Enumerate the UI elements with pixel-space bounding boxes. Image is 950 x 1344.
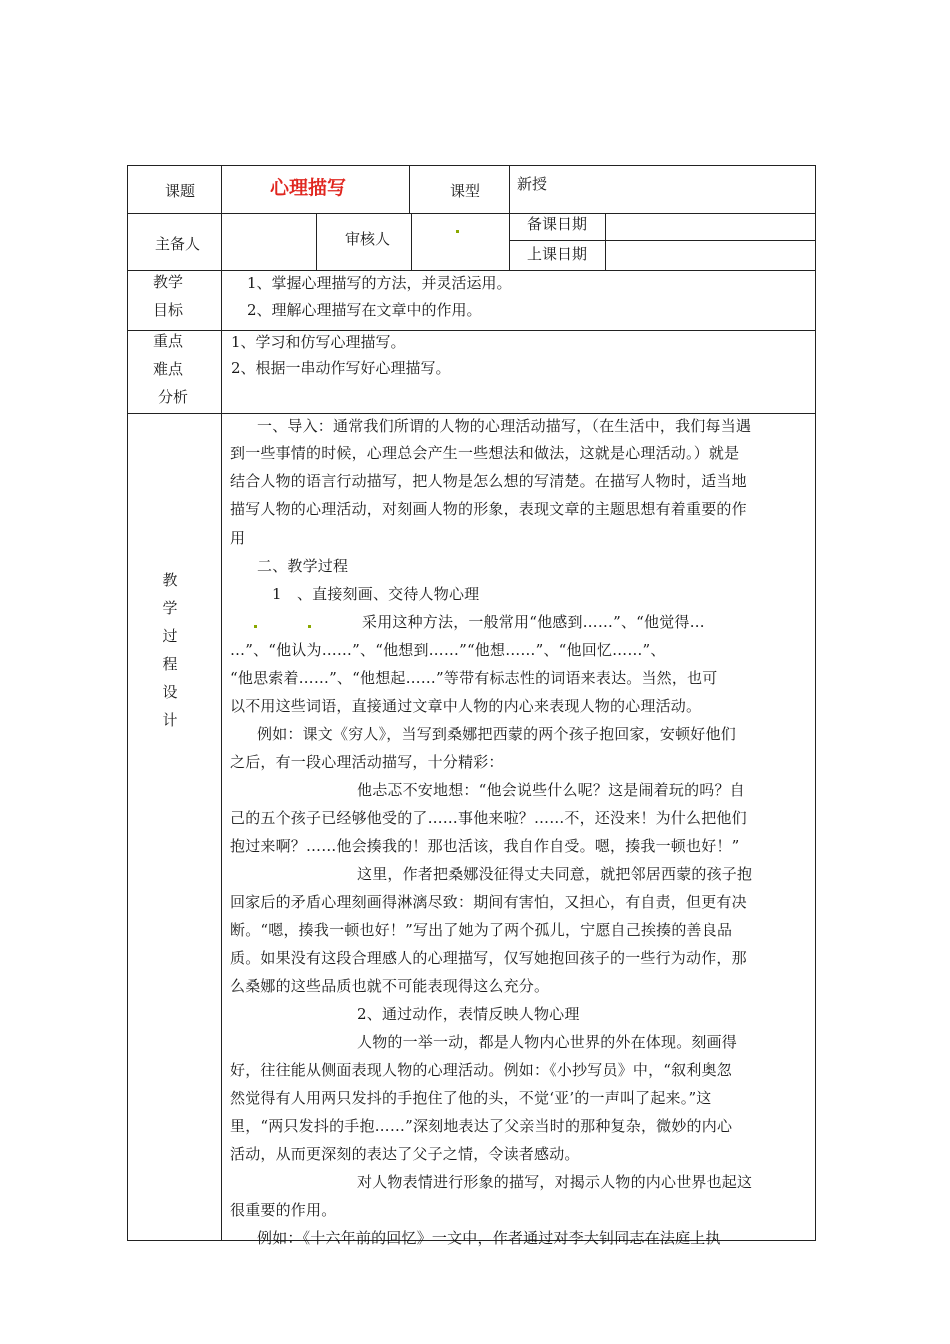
body-line: 回家后的矛盾心理刻画得淋漓尽致：期间有害怕，又担心，有自责，但更有决: [230, 893, 747, 911]
reviewer-label: 审核人: [345, 230, 391, 248]
grid-line: [411, 213, 412, 271]
process-label: [150, 566, 190, 734]
body-line: 以不用这些词语，直接通过文章中人物的内心来表现人物的心理活动。: [230, 697, 702, 715]
process-label-char: 设: [162, 683, 178, 701]
prep-date-label: 备课日期: [527, 215, 588, 233]
grid-line: [316, 213, 317, 271]
mark-dot: [308, 625, 311, 628]
body-line: 2、通过动作，表情反映人物心理: [357, 1005, 580, 1023]
focus-line-2: 2、根据一串动作写好心理描写。: [231, 359, 451, 377]
body-line: 之后，有一段心理活动描写，十分精彩：: [230, 753, 504, 771]
grid-line: [221, 165, 222, 1241]
goals-line-1: 1、掌握心理描写的方法，并灵活运用。: [247, 274, 512, 292]
body-line: 质。如果没有这段合理感人的心理描写，仅写她抱回孩子的一些行为动作，那: [230, 949, 747, 967]
body-line: 对人物表情进行形象的描写，对揭示人物的内心世界也起这: [357, 1173, 753, 1191]
body-line: 描写人物的心理活动，对刻画人物的形象，表现文章的主题思想有着重要的作: [230, 500, 747, 518]
body-line: 己的五个孩子已经够他受的了……事他来啦？……不，还没来！为什么把他们: [230, 809, 747, 827]
body-line: 一、导入：通常我们所谓的人物的心理活动描写，（在生活中，我们每当遇: [257, 417, 752, 435]
body-line: “他思索着……”、“他想起……”等带有标志性的词语来表达。当然，也可: [230, 669, 718, 687]
grid-line: [409, 165, 410, 214]
focus-line-1: 1、学习和仿写心理描写。: [231, 333, 406, 351]
body-line: 抱过来啊？……他会揍我的！那也活该，我自作自受。嗯，揍我一顿也好！”: [230, 837, 740, 855]
body-line: 他忐忑不安地想：“他会说些什么呢？这是闹着玩的吗？自: [357, 781, 745, 799]
process-label-char: 学: [162, 599, 178, 617]
grid-line: [605, 213, 606, 271]
body-line: 活动，从而更深刻的表达了父子之情，令读者感动。: [230, 1145, 580, 1163]
grid-line: [509, 240, 816, 241]
body-line: 断。“嗯，揍我一顿也好！”写出了她为了两个孤儿，宁愿自己挨揍的善良品: [230, 921, 733, 939]
process-label-char: 程: [162, 655, 178, 673]
body-line: 这里，作者把桑娜没征得丈夫同意，就把邻居西蒙的孩子抱: [357, 865, 753, 883]
focus-label-1: 重点: [153, 332, 184, 350]
body-line: 采用这种方法，一般常用“他感到……”、“他觉得…: [362, 613, 705, 631]
body-line: 好，往往能从侧面表现人物的心理活动。例如：《小抄写员》中，“叙利奥忽: [230, 1061, 732, 1079]
grid-line: [127, 165, 816, 166]
grid-line: [815, 165, 816, 1241]
body-line: …”、“他认为……”、“他想到……”“他想……”、“他回忆……”、: [230, 641, 666, 659]
process-label-char: 过: [162, 627, 178, 645]
body-line: 里，“两只发抖的手抱……”深刻地表达了父亲当时的那种复杂，微妙的内心: [230, 1117, 733, 1135]
process-label-char: 计: [162, 711, 178, 729]
type-label: 课型: [450, 182, 481, 200]
body-line: 很重要的作用。: [230, 1201, 337, 1219]
body-line: 二、教学过程: [257, 557, 349, 575]
body-line: 例如：《十六年前的回忆》一文中，作者通过对李大钊同志在法庭上执: [257, 1229, 721, 1247]
grid-line: [127, 413, 816, 414]
class-date-label: 上课日期: [527, 245, 588, 263]
topic-value: 心理描写: [270, 177, 347, 199]
body-line: 例如：课文《穷人》，当写到桑娜把西蒙的两个孩子抱回家，安顿好他们: [257, 725, 736, 743]
type-value: 新授: [517, 175, 548, 193]
goals-label-2: 目标: [153, 301, 184, 319]
body-line: 么桑娜的这些品质也就不可能表现得这么充分。: [230, 977, 550, 995]
process-label-char: 教: [162, 571, 178, 589]
grid-line: [509, 165, 510, 271]
grid-line: [127, 165, 128, 1241]
goals-label-1: 教学: [153, 273, 184, 291]
topic-label: 课题: [165, 182, 196, 200]
preparer-label: 主备人: [155, 235, 201, 253]
goals-line-2: 2、理解心理描写在文章中的作用。: [247, 301, 482, 319]
grid-line: [127, 213, 816, 214]
body-line: 用: [230, 529, 246, 547]
focus-label-2: 难点: [153, 360, 184, 378]
body-line: 到一些事情的时候，心理总会产生一些想法和做法，这就是心理活动。）就是: [230, 444, 740, 462]
body-line: 人物的一举一动，都是人物内心世界的外在体现。刻画得: [357, 1033, 738, 1051]
body-line: 结合人物的语言行动描写，把人物是怎么想的写清楚。在描写人物时，适当地: [230, 472, 747, 490]
focus-label-3: 分析: [158, 388, 189, 406]
mark-dot: [254, 625, 257, 628]
mark-dot: [456, 230, 459, 233]
body-line: 然觉得有人用两只发抖的手抱住了他的头，不觉‘亚’的一声叫了起来。”这: [230, 1089, 712, 1107]
grid-line: [127, 270, 816, 271]
body-line: 1 、直接刻画、交待人物心理: [272, 585, 480, 603]
